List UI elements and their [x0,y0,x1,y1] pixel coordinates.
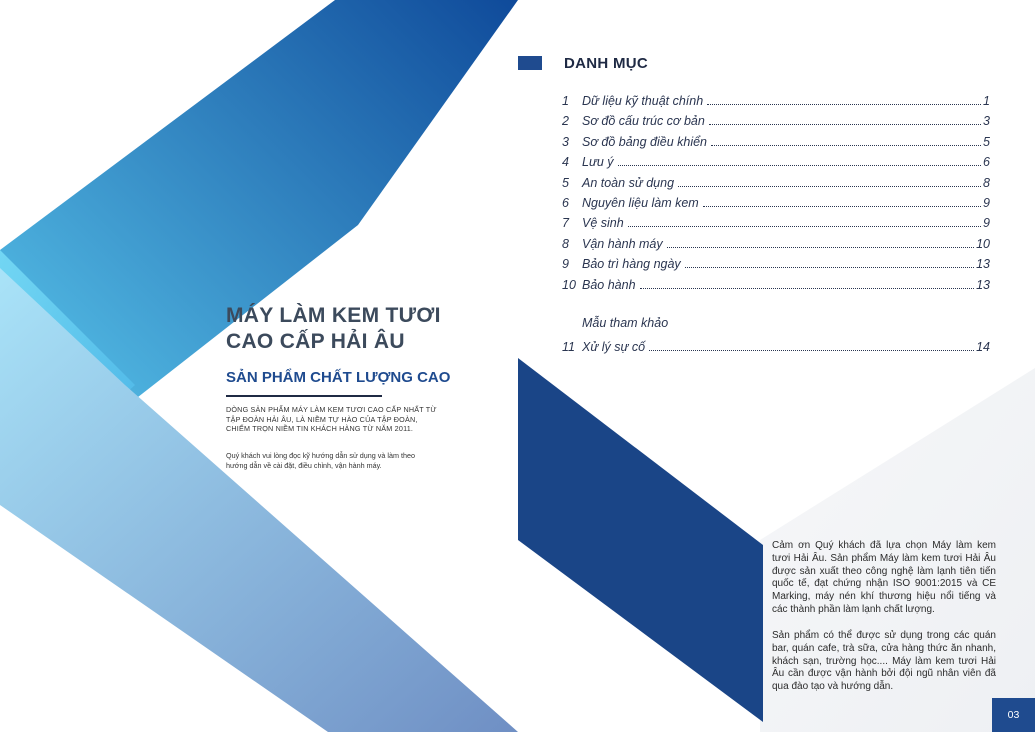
intro-text [226,405,466,434]
toc-item[interactable] [562,255,990,271]
toc-item-label: An toàn sử dụng [582,175,675,190]
toc-heading: DANH MỤC [564,55,649,72]
toc-item-page: 9 [983,196,990,210]
usage-paragraph: Sản phẩm có thể được sử dụng trong các quán bar, quán cafe, trà sữa, cửa hàng thức ăn nhanh, khách sạn, trường học.... Máy làm kem tươi Hải Âu cần được vận hành bởi đội ngũ nhân viên đã qua đào tạo và hướng dẫn. [772,630,996,693]
toc-item-number: 6 [562,196,569,210]
toc-leader-dots [685,267,974,268]
toc-marker [518,56,542,70]
toc-item-page: 6 [983,155,990,170]
toc-item-number: 4 [562,155,569,170]
toc-item-number: 1 [562,94,569,108]
toc-item-page: 9 [983,216,990,231]
toc-leader-dots [711,145,981,146]
guide-line-2: hướng dẫn về cài đặt, điều chỉnh, vận hành máy. [226,460,382,470]
toc-leader-dots [649,350,974,351]
toc-item[interactable] [562,92,990,108]
toc-item-label: Vận hành máy [582,236,663,251]
toc-item[interactable] [562,235,990,251]
toc-item-label: Vệ sinh [582,216,624,231]
intro-line-1: DÒNG SẢN PHẨM MÁY LÀM KEM TƯƠI CAO CẤP NHẤT TỪ [226,405,437,414]
toc-item[interactable] [562,153,990,169]
toc-item-number: 9 [562,257,569,272]
product-subtitle: SẢN PHẨM CHẤT LƯỢNG CAO [226,369,451,386]
toc-item-number: 10 [562,277,576,292]
product-title [226,303,486,355]
toc-item-label: Bảo trì hàng ngày [582,257,681,272]
toc-item-number: 3 [562,134,569,149]
toc-item-page: 13 [976,277,990,292]
toc-item-label: Nguyên liệu làm kem [582,196,699,210]
toc-item-number: 2 [562,114,569,129]
toc-leader-dots [678,186,981,187]
toc-item-label: Xử lý sự cố [582,340,646,354]
toc-leader-dots [703,206,981,207]
toc-item-label: Bảo hành [582,277,636,292]
toc-leader-dots [667,247,974,248]
navy-parallelogram [518,358,763,722]
toc-leader-dots [707,104,981,105]
toc-item-label: Lưu ý [582,155,614,170]
toc-item-page: 8 [983,175,990,190]
toc-item-page: 1 [983,94,990,108]
intro-line-3: CHIẾM TRỌN NIỀM TIN KHÁCH HÀNG TỪ NĂM 2011. [226,424,414,433]
toc-item-page: 5 [983,134,990,149]
toc-item-troubleshooting[interactable] [562,338,990,354]
toc-item[interactable] [562,133,990,149]
toc-item-page: 14 [976,340,990,354]
title-line-2: CAO CẤP HẢI ÂU [226,330,405,353]
toc-item-label: Dữ liệu kỹ thuật chính [582,94,704,108]
toc-item-label: Sơ đồ cấu trúc cơ bản [582,114,705,129]
toc-item-number: 5 [562,175,569,190]
toc-item-label: Sơ đồ bảng điều khiển [582,134,708,149]
toc-reference-label: Mẫu tham khảo [582,316,669,330]
toc-item-page: 13 [976,257,990,272]
toc-item-page: 3 [983,114,990,129]
guide-line-1: Quý khách vui lòng đọc kỹ hướng dẫn sử dụng và làm theo [226,451,415,460]
toc-leader-dots [618,165,981,166]
toc-item[interactable] [562,194,990,210]
toc-item[interactable] [562,112,990,128]
page-number: 03 [992,698,1035,732]
toc-leader-dots [709,124,981,125]
toc-item[interactable] [562,276,990,292]
intro-line-2: TẬP ĐOÀN HẢI ÂU, LÀ NIỀM TỰ HÀO CỦA TẬP ĐOÀN, [226,414,418,424]
toc-leader-dots [628,226,981,227]
toc-item-page: 10 [976,236,990,251]
toc-item-number: 11 [562,340,575,354]
toc-item-number: 7 [562,216,569,231]
toc-leader-dots [640,288,975,289]
title-line-1: MÁY LÀM KEM TƯƠI [226,304,441,327]
guide-text [226,451,466,470]
toc-item-number: 8 [562,236,569,251]
toc-item[interactable] [562,174,990,190]
thank-you-paragraph: Cảm ơn Quý khách đã lựa chọn Máy làm kem tươi Hải Âu. Sản phẩm Máy làm kem tươi Hải Âu được sản xuất theo công nghệ làm lạnh tiên tiến quốc tế, đạt chứng nhận ISO 9001:2015 và CE Marking, máy nén khí thương hiệu nổi tiếng và các thành phần làm lạnh chất lượng. [772,540,996,615]
toc-item[interactable] [562,214,990,230]
title-divider [226,395,382,397]
